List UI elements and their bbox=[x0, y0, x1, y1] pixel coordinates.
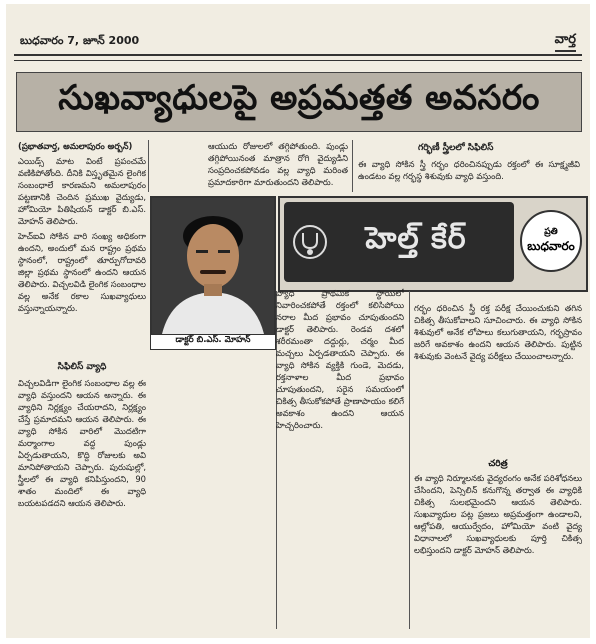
headline-banner bbox=[16, 72, 582, 132]
health-care-title: హెల్త్ కేర్ bbox=[365, 221, 467, 256]
paper-name: వార్త bbox=[555, 32, 576, 52]
paragraph: ఎయిడ్స్ మాట వింటే ప్రపంచమే వణికిపోతోంది. దీనికి విస్తృతమైన లైంగిక సంబంధాలే కారణమని అమలాపురం పట్టణానికి చెందిన ప్రముఖ వైద్యుడు, హోమియో పితిషియన్ డాక్టర్ బి.ఎస్. మోహన్ తెలిపారు. bbox=[18, 156, 146, 226]
badge-top: ప్రతి bbox=[544, 226, 558, 237]
subheading-pregnant: గర్భిణీ స్త్రీలలో సిఫిలిస్ bbox=[418, 143, 494, 153]
paragraph: హెచ్ఐవి సోకిన వారి సంఖ్య అధికంగా ఉందని, అందులో మన రాష్ట్రం ప్రథమ స్థానంలో, రాష్ట్రంలో తూర్పుగోదావరి జిల్లా ప్రథమ స్థానంలో ఉందని ఆయన తెలిపారు. విచ్చలవిడి లైంగిక సంబంధాల వల్ల అనేక రకాల సుఖవ్యాధులు వస్తున్నాయన్నారు. bbox=[18, 231, 146, 313]
article-column-2-lower bbox=[276, 287, 404, 629]
paragraph: ఆయుదు రోజులలో తగ్గిపోతుంది. పుండ్లు తగ్గిపోయినంత మాత్రాన రోగి వైద్యుడిని సంప్రదించకపోవడం వల్ల వ్యాధి మరింత ప్రమాదకారిగా మారుతుందని తెలిపారు. bbox=[208, 141, 348, 187]
paragraph: ఈ వ్యాధి నిర్మూలనకు వైద్యరంగం అనేక పరిశోధనలు చేసిందని, పెన్సిలిన్ కనుగొన్న తర్వాత ఈ వ్యాధికి చికిత్స సులభమైందని ఆయన తెలిపారు. సుఖవ్యాధుల పట్ల ప్రజలు అప్రమత్తంగా ఉండాలని, ఆల్లోపతి, ఆయుర్వేదం, హోమియో వంటి వైద్య విధానాలలో సుఖవ్యాధులకు పూర్తి చికిత్స లభిస్తుందని డాక్టర్ మోహన్ తెలిపారు. bbox=[414, 473, 582, 555]
paragraph: గర్భం ధరించిన స్త్రీ రక్త పరీక్ష చేయించుకుని తగిన చికిత్స తీసుకోవాలని సూచించారు. ఈ వ్యాధి సోకిన శిశువులో అనేక లోపాలు కలుగుతాయని, గర్భస్రావం జరిగే అవకాశం ఉందని ఆయన తెలిపారు. పుట్టిన శిశువుకు వెంటనే వైద్య పరీక్షలు చేయించాలన్నారు. bbox=[414, 303, 582, 361]
health-care-title-panel bbox=[284, 202, 514, 282]
paragraph: వ్యాధి ప్రాథమిక స్థాయిలో నివారించకపోతే రక్తంలో కలిసిపోయి నరాల మీద ప్రభావం చూపుతుందని డాక్టర్ తెలిపారు. రెండవ దశలో శరీరమంతా దద్దుర్లు, చర్మం మీద మచ్చలు ఏర్పడతాయని చెప్పారు. ఈ వ్యాధి సోకిన వ్యక్తికి గుండె, మెదడు, రక్తనాళాల మీద ప్రభావం చూపుతుందని, సరైన సమయంలో చికిత్స తీసుకోకపోతే ప్రాణాపాయం కలిగే అవకాశం ఉందని ఆయన హెచ్చరించారు. bbox=[276, 288, 404, 430]
subheading-history: చరిత్ర bbox=[488, 459, 508, 469]
stethoscope-icon bbox=[292, 224, 328, 260]
column-divider bbox=[352, 140, 353, 192]
article-column-2 bbox=[208, 140, 348, 196]
article-column-1 bbox=[18, 140, 146, 230]
photo-caption: డాక్టర్ బి.ఎస్. మోహన్ bbox=[150, 334, 276, 350]
article-column-1-cont bbox=[18, 230, 146, 356]
newspaper-page bbox=[6, 4, 590, 638]
article-column-1-lower bbox=[18, 359, 146, 629]
weekly-badge bbox=[520, 210, 582, 272]
paragraph: విచ్చలవిడిగా లైంగిక సంబంధాల వల్ల ఈ వ్యాధి వస్తుందని ఆయన అన్నారు. ఈ వ్యాధిని నిర్లక్ష్యం చేయరాదని, నిర్లక్ష్యం చేస్తే ప్రమాదమని ఆయన తెలిపారు. ఈ వ్యాధి సోకిన వారిలో మొదటిగా మర్మాంగాల వద్ద పుండ్లు ఏర్పడుతాయని, కొద్ది రోజులకు అవి మానిపోతాయని చెప్పారు. పురుషుల్లో, స్త్రీలలో ఈ వ్యాధి కనిపిస్తుందని, 90 శాతం మందిలో ఈ వ్యాధి బయటపడదని ఆయన తెలిపారు. bbox=[18, 378, 146, 508]
top-rule bbox=[14, 54, 582, 56]
article-column-3-history bbox=[414, 472, 582, 630]
issue-date: బుధవారం 7, జూన్ 2000 bbox=[20, 34, 140, 47]
health-care-banner bbox=[278, 196, 588, 292]
top-rule-thin bbox=[14, 60, 582, 61]
headline: సుఖవ్యాధులపై అప్రమత్తత అవసరం bbox=[58, 78, 540, 118]
badge-bottom: బుధవారం bbox=[527, 238, 575, 253]
byline: (ప్రభాతవార్త, అమలాపురం అర్బన్) bbox=[18, 141, 133, 151]
paragraph: ఈ వ్యాధి సోకిన స్త్రీ గర్భం ధరించినప్పుడు రక్తంలో ఈ సూక్ష్మజీవి ఉండటం వల్ల గర్భస్థ శిశువుకు వ్యాధి వస్తుంది. bbox=[358, 159, 580, 181]
column-divider bbox=[409, 291, 410, 629]
article-column-3 bbox=[358, 140, 580, 190]
doctor-photo bbox=[150, 196, 276, 336]
article-column-3-lower bbox=[414, 302, 582, 454]
column-divider bbox=[148, 140, 149, 192]
subheading-syphilis: సిఫిలిస్ వ్యాధి bbox=[57, 362, 107, 372]
